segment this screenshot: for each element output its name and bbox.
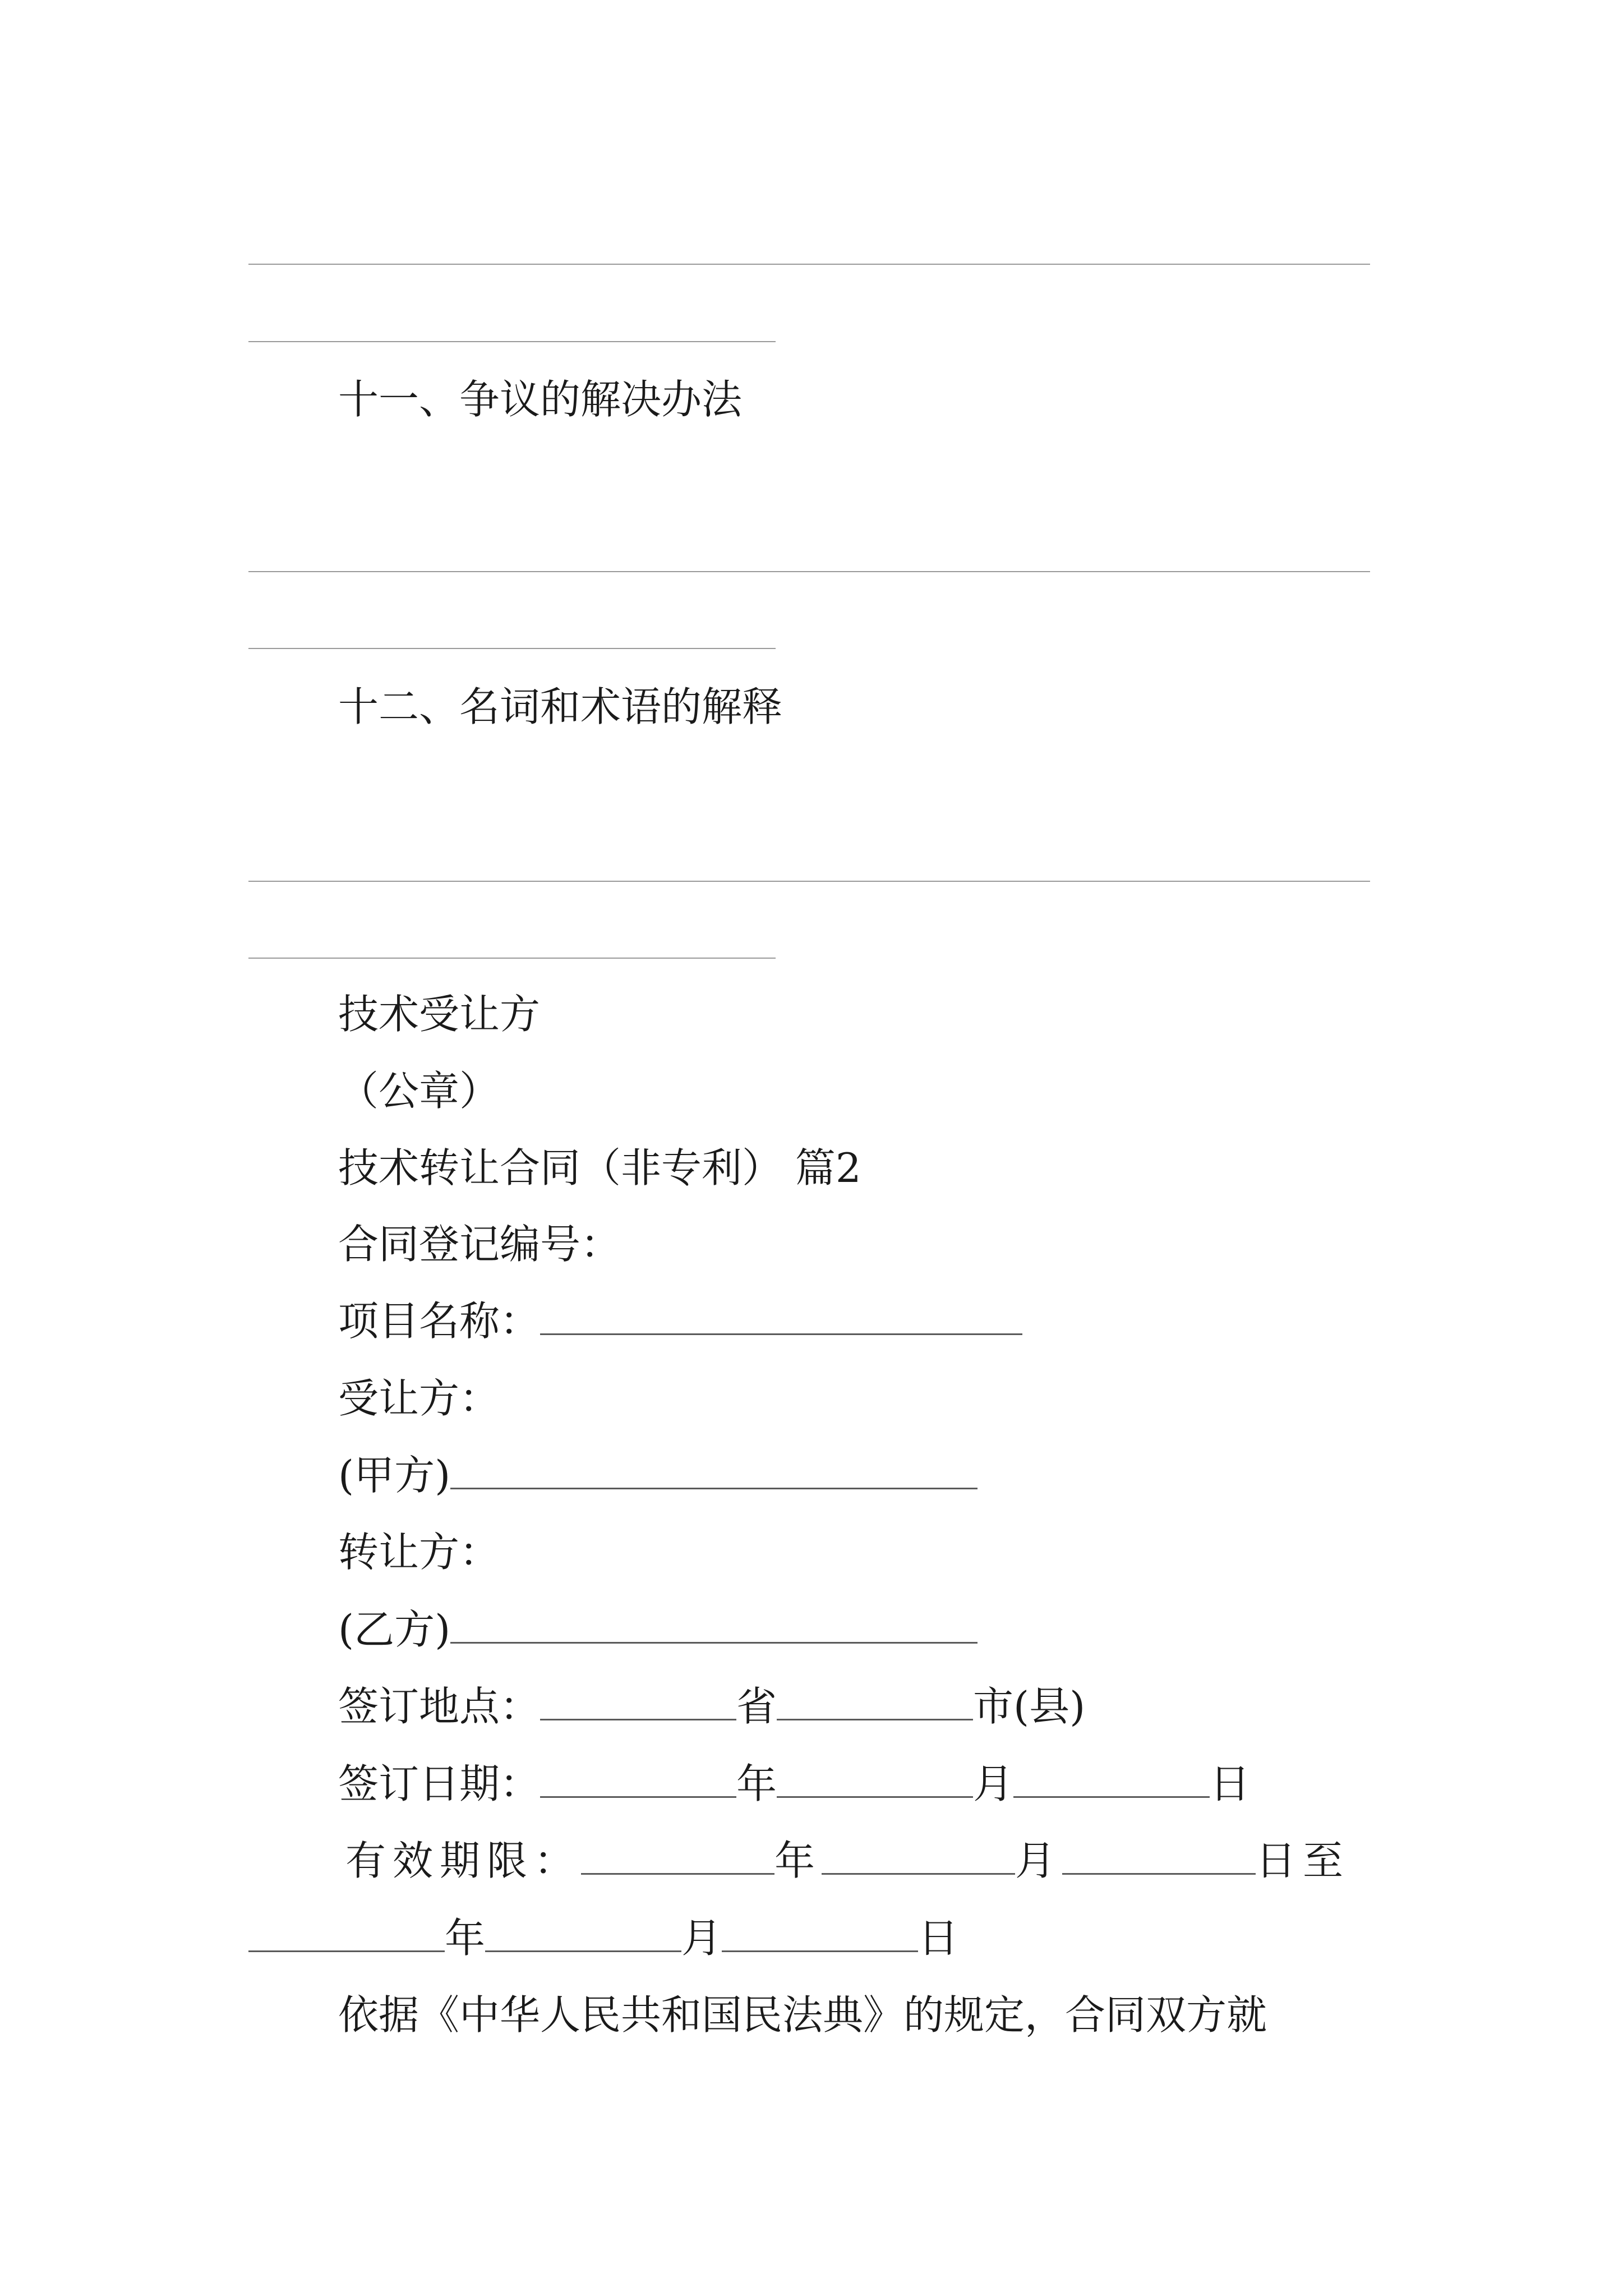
party-a-blank [450, 1448, 978, 1489]
section-12-heading: 十二、名词和术语的解释 [338, 683, 783, 730]
signing-place-row [338, 1678, 1085, 1734]
party-b-blank [450, 1603, 978, 1644]
signing-date-label: 签订日期： [338, 1760, 541, 1807]
transferee-label: 受让方： [338, 1375, 500, 1422]
blank-rule [248, 958, 776, 959]
valid-to-month-blank [485, 1911, 681, 1952]
day-blank [1013, 1757, 1210, 1798]
validity-label: 有效期限： [345, 1837, 582, 1884]
day-to-label: 日至 [1256, 1837, 1350, 1884]
blank-rule [248, 264, 1370, 265]
party-b-label: (乙方) [338, 1606, 451, 1653]
blank-rule [248, 648, 776, 649]
party-a-row [338, 1447, 978, 1503]
blank-rule [248, 341, 776, 342]
month-blank [777, 1757, 973, 1798]
province-label: 省 [736, 1683, 777, 1730]
validity-end-row [248, 1910, 958, 1966]
party-a-label: (甲方) [338, 1452, 451, 1499]
contract-title: 技术转让合同（非专利） 篇2 [338, 1144, 861, 1191]
city-label: 市(县) [973, 1683, 1086, 1730]
validity-row [345, 1833, 1350, 1889]
day-label: 日 [1210, 1760, 1251, 1807]
month-label: 月 [973, 1760, 1014, 1807]
province-blank [540, 1680, 736, 1720]
valid-to-day-blank [722, 1911, 918, 1952]
month-label: 月 [681, 1915, 722, 1962]
valid-from-year-blank [581, 1834, 774, 1875]
year-blank [540, 1757, 736, 1798]
month-label: 月 [1015, 1837, 1063, 1884]
transferor-label: 转让方： [338, 1529, 500, 1576]
city-blank [777, 1680, 973, 1720]
year-label: 年 [736, 1760, 777, 1807]
project-name-row [338, 1293, 1022, 1349]
valid-from-day-blank [1062, 1834, 1256, 1875]
project-name-label: 项目名称： [338, 1297, 541, 1345]
project-name-blank [540, 1294, 1022, 1335]
signing-date-row [338, 1756, 1250, 1812]
day-label: 日 [918, 1915, 959, 1962]
registration-number-label: 合同登记编号： [338, 1221, 621, 1268]
signature-party: 技术受让方 [338, 991, 541, 1038]
valid-to-year-blank [248, 1911, 445, 1952]
blank-rule [248, 571, 1370, 572]
blank-rule [248, 881, 1370, 882]
section-11-heading: 十一、争议的解决办法 [338, 376, 743, 423]
legal-basis-text: 依据《中华人民共和国民法典》的规定，合同双方就 [338, 1991, 1267, 2039]
year-label: 年 [445, 1915, 486, 1962]
valid-from-month-blank [822, 1834, 1015, 1875]
year-label: 年 [774, 1837, 822, 1884]
signing-place-label: 签订地点： [338, 1683, 541, 1730]
signature-seal: （公章） [338, 1068, 500, 1115]
party-b-row [338, 1602, 978, 1658]
